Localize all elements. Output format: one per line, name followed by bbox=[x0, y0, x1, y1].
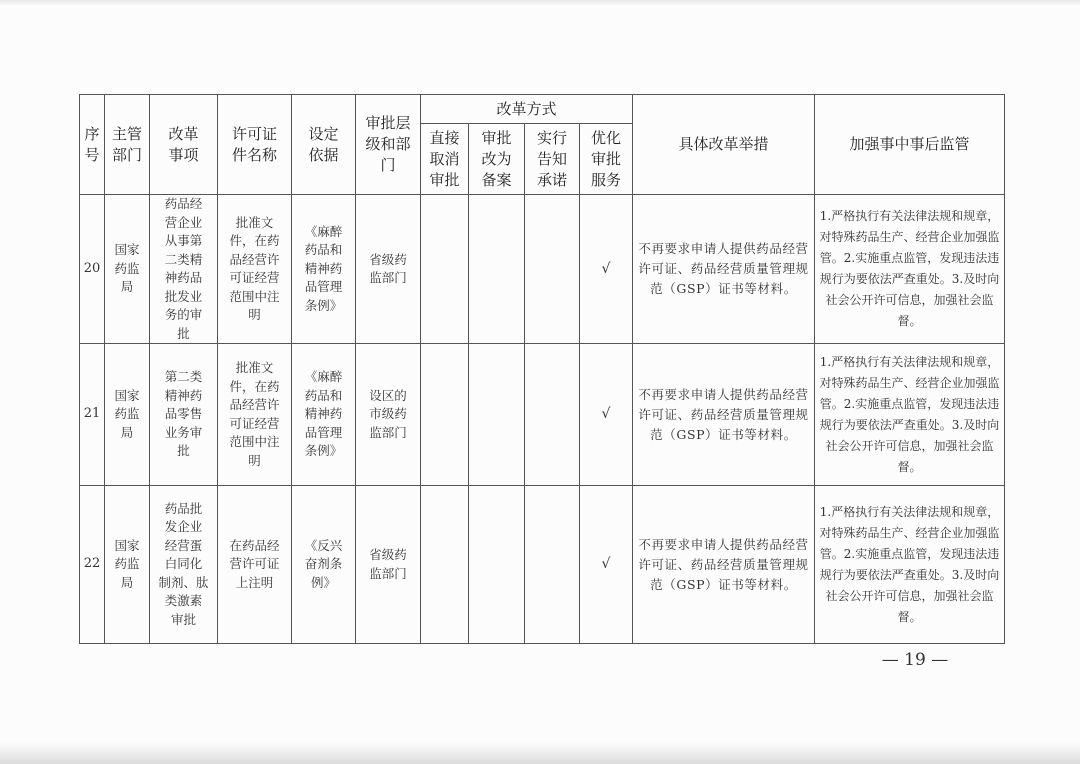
header-mode-promise: 实行 告知 承诺 bbox=[525, 124, 580, 195]
cell-level: 设区的 市级药 监部门 bbox=[356, 344, 421, 486]
scan-top-edge bbox=[0, 0, 1080, 6]
reform-table bbox=[79, 94, 1005, 644]
cell-seq: 22 bbox=[80, 486, 105, 644]
cell-level: 省级药 监部门 bbox=[356, 195, 421, 344]
scan-bottom-edge bbox=[0, 742, 1080, 764]
header-basis: 设定 依据 bbox=[292, 95, 356, 195]
table-row bbox=[80, 486, 1005, 644]
cell-item: 药品经 营企业 从事第 二类精 神药品 批发业 务的审 批 bbox=[150, 195, 218, 344]
cell-promise bbox=[525, 486, 580, 644]
cell-record bbox=[469, 344, 525, 486]
header-mode-cancel: 直接 取消 审批 bbox=[421, 124, 469, 195]
cell-seq: 21 bbox=[80, 344, 105, 486]
cell-level: 省级药 监部门 bbox=[356, 486, 421, 644]
header-seq: 序 号 bbox=[80, 95, 105, 195]
header-license: 许可证 件名称 bbox=[218, 95, 292, 195]
cell-seq: 20 bbox=[80, 195, 105, 344]
table-row bbox=[80, 195, 1005, 344]
cell-supervision: 1.严格执行有关法律法规和规章，对特殊药品生产、经营企业加强监管。2.实施重点监管，发现违法违规行为要依法严查重处。3.及时向社会公开许可信息，加强社会监督。 bbox=[815, 486, 1005, 644]
cell-license: 在药品经 营许可证 上注明 bbox=[218, 486, 292, 644]
cell-license: 批准文 件，在药 品经营许 可证经营 范围中注 明 bbox=[218, 344, 292, 486]
cell-record bbox=[469, 195, 525, 344]
cell-optimize-check: √ bbox=[580, 486, 633, 644]
cell-promise bbox=[525, 195, 580, 344]
cell-supervision: 1.严格执行有关法律法规和规章，对特殊药品生产、经营企业加强监管。2.实施重点监管，发现违法违规行为要依法严查重处。3.及时向社会公开许可信息，加强社会监督。 bbox=[815, 195, 1005, 344]
cell-record bbox=[469, 486, 525, 644]
header-supervision: 加强事中事后监管 bbox=[815, 95, 1005, 195]
cell-cancel bbox=[421, 486, 469, 644]
header-measures: 具体改革举措 bbox=[633, 95, 815, 195]
page-number: — 19 — bbox=[881, 650, 949, 670]
header-row-1 bbox=[80, 95, 1005, 124]
cell-dept: 国家 药监 局 bbox=[105, 486, 150, 644]
header-item: 改革 事项 bbox=[150, 95, 218, 195]
cell-cancel bbox=[421, 344, 469, 486]
cell-dept: 国家 药监 局 bbox=[105, 344, 150, 486]
header-mode-record: 审批 改为 备案 bbox=[469, 124, 525, 195]
cell-optimize-check: √ bbox=[580, 195, 633, 344]
cell-item: 药品批 发企业 经营蛋 白同化 制剂、肽 类激素 审批 bbox=[150, 486, 218, 644]
cell-measures: 不再要求申请人提供药品经营许可证、药品经营质量管理规范（GSP）证书等材料。 bbox=[633, 195, 815, 344]
header-mode-group: 改革方式 bbox=[421, 95, 633, 124]
header-level: 审批层 级和部 门 bbox=[356, 95, 421, 195]
cell-cancel bbox=[421, 195, 469, 344]
cell-basis: 《麻醉 药品和 精神药 品管理 条例》 bbox=[292, 344, 356, 486]
cell-measures: 不再要求申请人提供药品经营许可证、药品经营质量管理规范（GSP）证书等材料。 bbox=[633, 486, 815, 644]
cell-supervision: 1.严格执行有关法律法规和规章，对特殊药品生产、经营企业加强监管。2.实施重点监管，发现违法违规行为要依法严查重处。3.及时向社会公开许可信息，加强社会监督。 bbox=[815, 344, 1005, 486]
header-dept: 主管 部门 bbox=[105, 95, 150, 195]
cell-item: 第二类 精神药 品零售 业务审 批 bbox=[150, 344, 218, 486]
cell-measures: 不再要求申请人提供药品经营许可证、药品经营质量管理规范（GSP）证书等材料。 bbox=[633, 344, 815, 486]
cell-license: 批准文 件，在药 品经营许 可证经营 范围中注 明 bbox=[218, 195, 292, 344]
cell-basis: 《反兴 奋剂条 例》 bbox=[292, 486, 356, 644]
cell-dept: 国家 药监 局 bbox=[105, 195, 150, 344]
header-mode-optimize: 优化 审批 服务 bbox=[580, 124, 633, 195]
cell-optimize-check: √ bbox=[580, 344, 633, 486]
cell-basis: 《麻醉 药品和 精神药 品管理 条例》 bbox=[292, 195, 356, 344]
table-row bbox=[80, 344, 1005, 486]
cell-promise bbox=[525, 344, 580, 486]
